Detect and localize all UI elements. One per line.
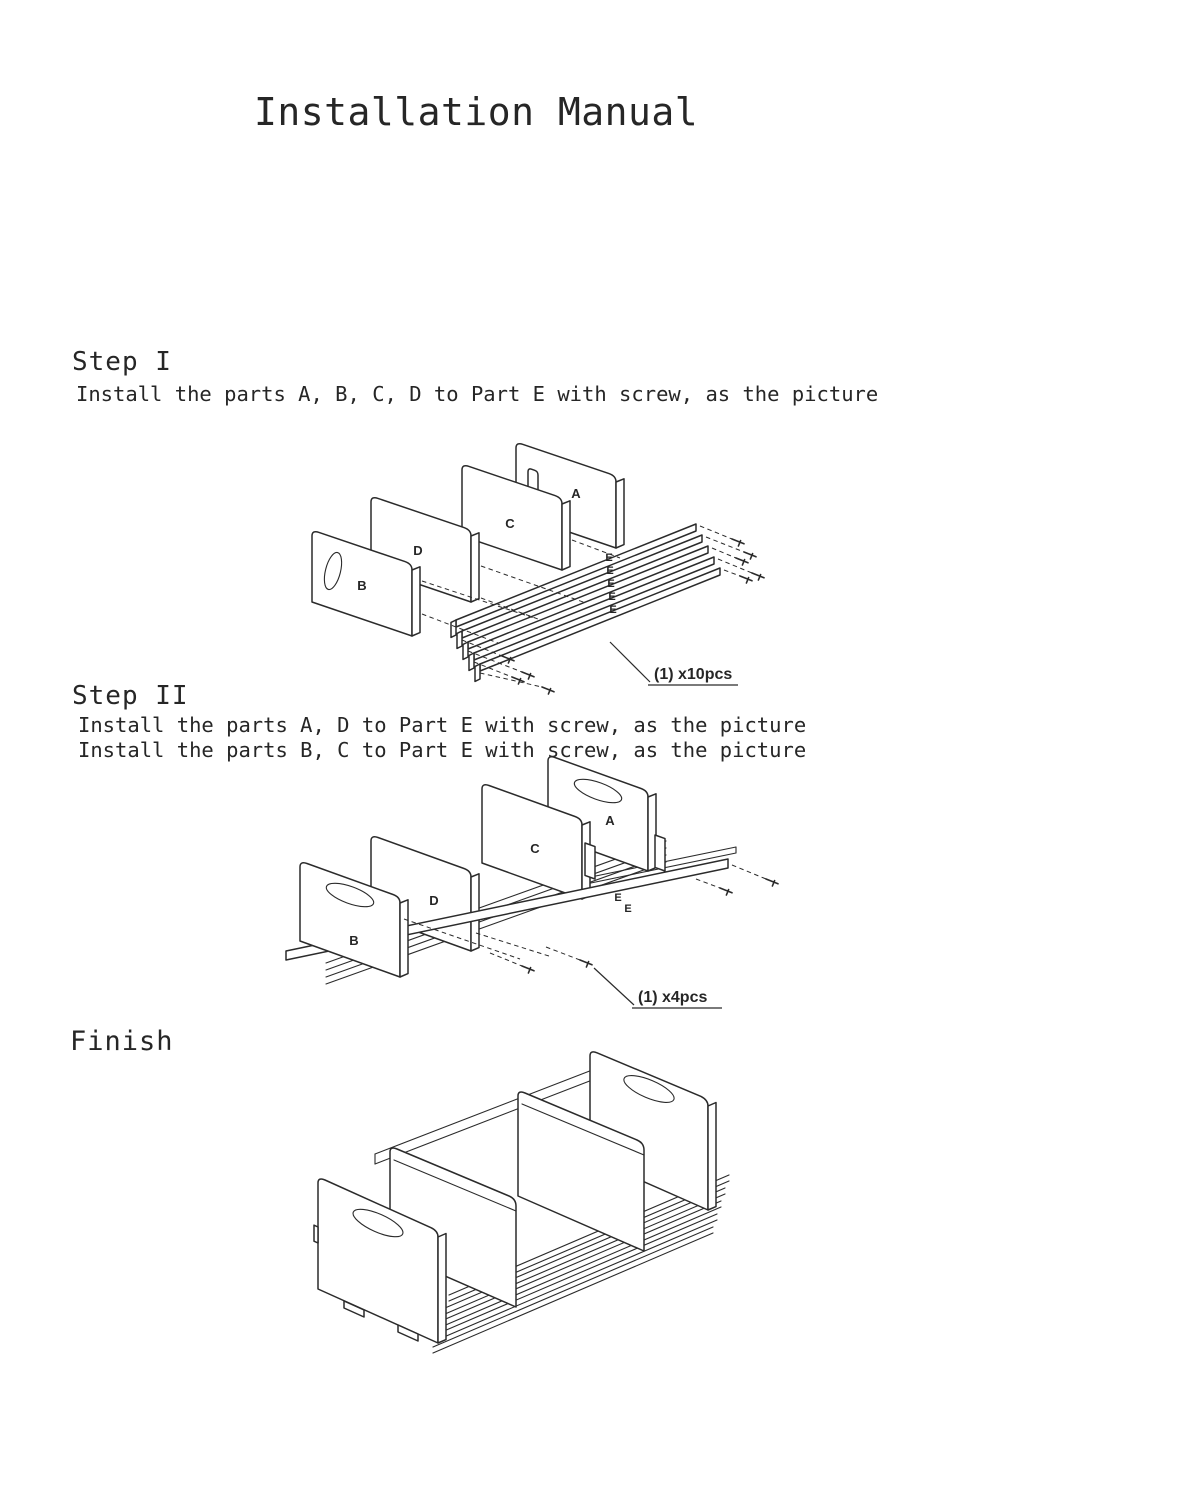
screw-icon <box>522 672 534 679</box>
step1-heading: Step I <box>72 347 172 377</box>
rail-e-5-foot <box>475 664 480 681</box>
rear-panel-edge <box>708 1103 716 1211</box>
panel-d-label: D <box>413 543 423 558</box>
finish-assembled-diagram <box>300 1042 770 1377</box>
panel-c-label: C <box>530 841 540 856</box>
screw-icon <box>542 687 554 694</box>
screw-count-note: (1) x4pcs <box>638 989 708 1006</box>
screw-icon <box>522 966 534 973</box>
rails-e <box>451 524 720 681</box>
panel-b-label: B <box>349 933 359 948</box>
rail-e-label-2: E <box>606 565 614 577</box>
panel-c-tab <box>585 843 595 879</box>
dashed-line <box>724 570 740 576</box>
step2-heading: Step II <box>72 681 189 711</box>
screw-count-note: (1) x10pcs <box>654 666 733 683</box>
rail-e-label-3: E <box>607 578 615 590</box>
panel-d-edge <box>471 533 479 602</box>
dashed-line <box>732 865 766 879</box>
step2-assembly-diagram <box>276 755 816 1023</box>
rail-e-label-1: E <box>605 552 613 564</box>
panel-a-label: A <box>605 813 615 828</box>
screw-count-callout <box>594 968 722 1008</box>
panel-c-label: C <box>505 516 515 531</box>
dashed-line <box>546 947 580 960</box>
rail-e-label-2: E <box>624 903 632 915</box>
dashed-line <box>490 953 522 966</box>
callout-leader-line <box>610 642 650 682</box>
screw-icon <box>744 552 756 559</box>
dashed-line <box>476 933 552 957</box>
screw-count-callout <box>610 642 738 685</box>
panel-b-edge <box>400 900 408 977</box>
page-title: Installation Manual <box>254 90 699 134</box>
panel-d-label: D <box>429 893 439 908</box>
dashed-line <box>700 526 732 539</box>
dashed-line <box>696 879 720 888</box>
step2-instruction-2: Install the parts B, C to Part E with screw, as the picture <box>78 738 807 762</box>
rail-e-2-foot <box>457 631 462 648</box>
screw-icon <box>732 539 744 546</box>
rail-e-label-5: E <box>609 604 617 616</box>
screw-icon <box>752 573 764 580</box>
screw-icon <box>736 558 748 565</box>
rail-e-label-1: E <box>614 892 622 904</box>
panel-c-edge <box>562 501 570 570</box>
panel-a-label: A <box>571 486 581 501</box>
step1-exploded-diagram <box>276 418 796 708</box>
rail-e-4-foot <box>469 653 474 670</box>
rail-e-3-foot <box>463 642 468 659</box>
dashed-line <box>480 673 542 687</box>
panel-a-edge <box>616 479 624 548</box>
front-panel-edge <box>438 1234 446 1344</box>
front-panel-side-tab <box>314 1225 318 1243</box>
dashed-line <box>718 559 752 573</box>
panel-b-edge <box>412 567 420 636</box>
finish-heading: Finish <box>70 1026 174 1057</box>
screw-icon <box>580 960 592 967</box>
rail-e-1-foot <box>451 620 456 637</box>
dashed-line <box>712 548 736 558</box>
step2-instruction-1: Install the parts A, D to Part E with screw, as the picture <box>78 713 807 737</box>
step1-instruction: Install the parts A, B, C, D to Part E with screw, as the picture <box>76 382 879 406</box>
panel-b-label: B <box>357 578 367 593</box>
callout-leader-line <box>594 968 634 1005</box>
screw-icon <box>720 888 732 895</box>
screw-icon <box>766 879 778 886</box>
screw-icon <box>740 576 752 583</box>
rail-e-3 <box>468 546 708 649</box>
rail-e-label-4: E <box>608 591 616 603</box>
panel-a-tab <box>655 835 665 871</box>
dashed-line <box>481 566 586 603</box>
